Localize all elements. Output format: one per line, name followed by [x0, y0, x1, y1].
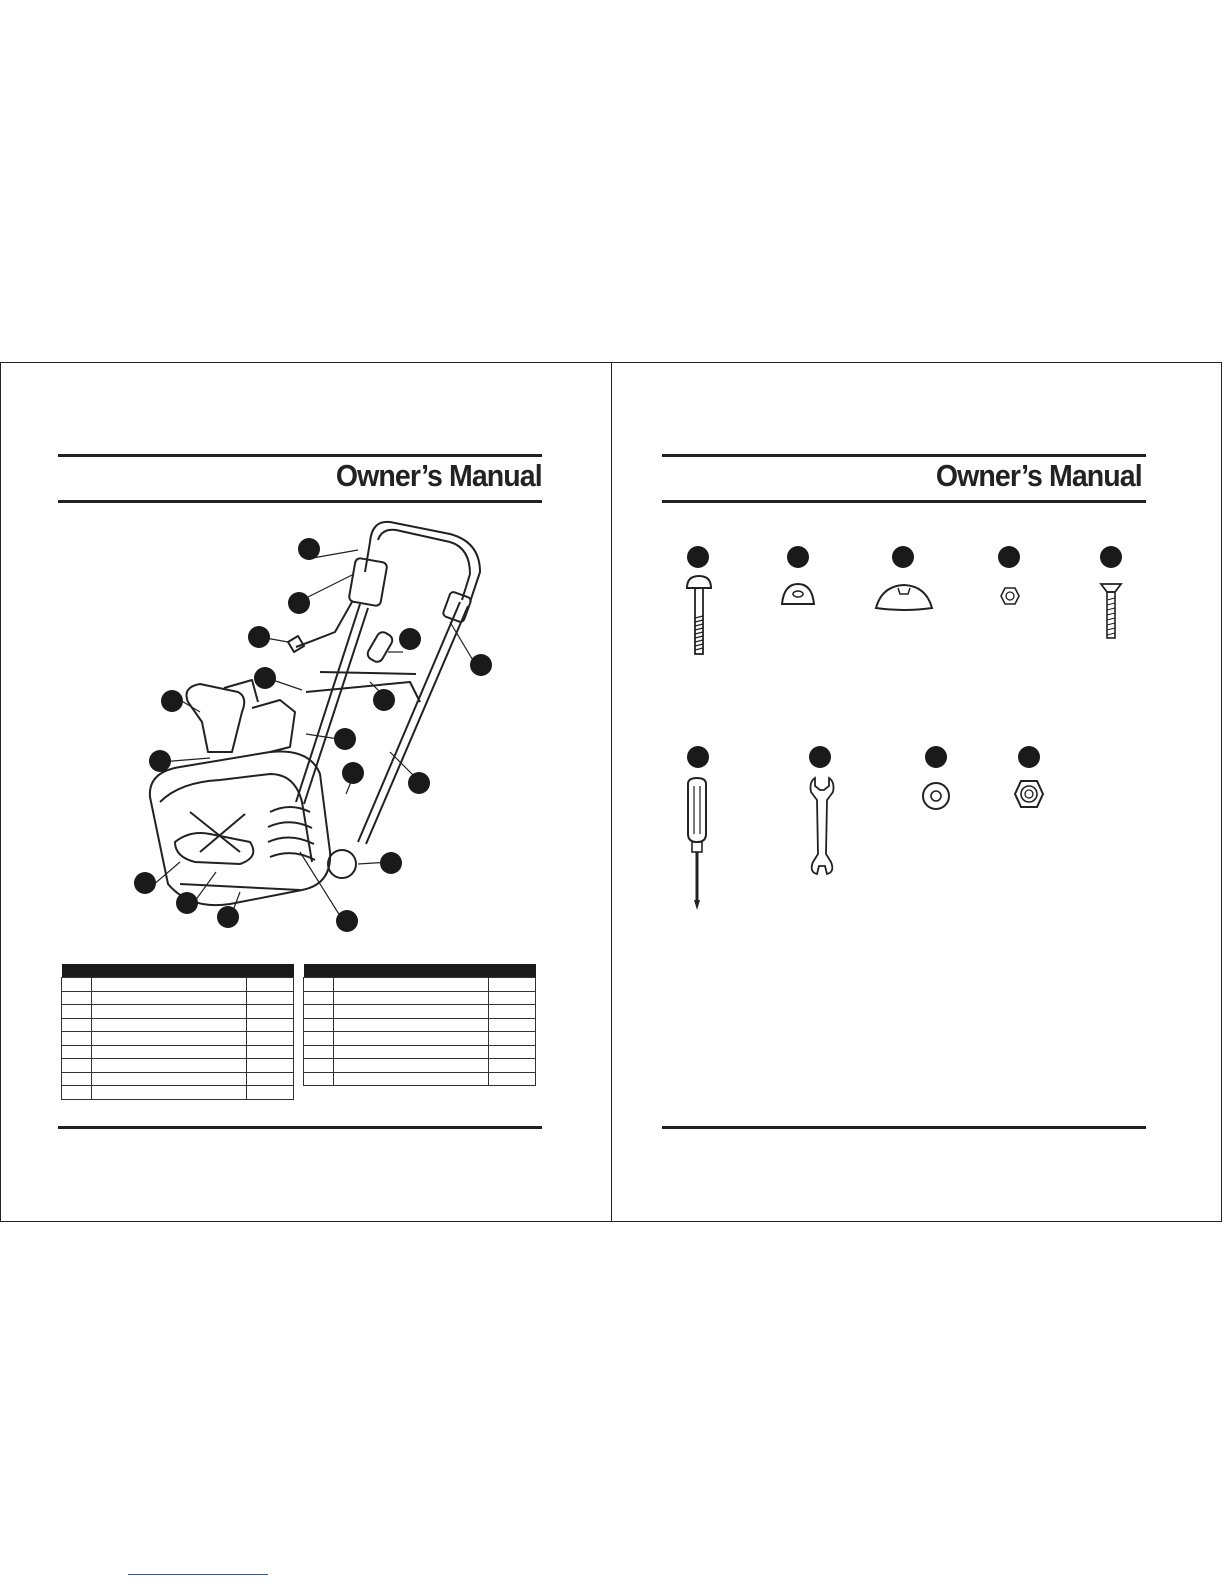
table-row	[304, 1005, 536, 1019]
page-title: Owner’s Manual	[336, 458, 542, 493]
table-row	[62, 1005, 294, 1019]
switch-box	[348, 558, 387, 607]
left-page	[0, 362, 611, 1222]
right-page	[612, 362, 1223, 1222]
callout-dot	[149, 750, 171, 772]
footer-rule	[58, 1126, 542, 1129]
table-row	[304, 1059, 536, 1073]
callout-dot	[892, 546, 914, 568]
table-row	[304, 991, 536, 1005]
flat-washer-icon	[920, 780, 952, 812]
page-title: Owner’s Manual	[936, 458, 1142, 493]
callout-dot	[380, 852, 402, 874]
footer-rule	[662, 1126, 1146, 1129]
table-row	[62, 991, 294, 1005]
header-rule-bottom	[662, 500, 1146, 503]
header-rule-top	[662, 454, 1146, 457]
flat-head-screw-icon	[1099, 582, 1123, 642]
table-row	[62, 1059, 294, 1073]
table-row	[62, 1045, 294, 1059]
handle-knob-icon	[874, 582, 934, 612]
parts-table-b	[303, 964, 536, 1086]
hex-nut-icon	[1000, 586, 1020, 606]
callout-dot	[399, 628, 421, 650]
table-row	[304, 1072, 536, 1086]
table-row	[62, 1086, 294, 1100]
table-row	[304, 1045, 536, 1059]
callout-dot	[161, 690, 183, 712]
callout-dot	[217, 906, 239, 928]
callout-dot	[687, 546, 709, 568]
callout-dot	[373, 689, 395, 711]
wheel	[328, 850, 356, 878]
callout-dot	[288, 592, 310, 614]
lock-nut-icon	[1013, 778, 1045, 810]
callout-dot	[408, 772, 430, 794]
auger-housing	[150, 751, 330, 905]
callout-dot	[342, 762, 364, 784]
callout-dot	[687, 746, 709, 768]
callout-dot	[336, 910, 358, 932]
callout-dot	[787, 546, 809, 568]
wrench-icon	[807, 776, 837, 876]
callout-dot	[470, 654, 492, 676]
header-rule-top	[58, 454, 542, 457]
auger	[175, 833, 253, 864]
snow-thrower-illustration	[120, 512, 500, 932]
callout-dot	[134, 872, 156, 894]
callout-dot	[334, 728, 356, 750]
table-row	[304, 1018, 536, 1032]
callout-dot	[809, 746, 831, 768]
table-row	[304, 978, 536, 992]
callout-dot	[998, 546, 1020, 568]
callout-dot	[248, 626, 270, 648]
table-row	[62, 1032, 294, 1046]
table-row	[62, 978, 294, 992]
curved-washer-icon	[780, 582, 816, 608]
table-row	[62, 1072, 294, 1086]
callout-dot	[176, 892, 198, 914]
header-rule-bottom	[58, 500, 542, 503]
table-row	[62, 1018, 294, 1032]
footer-link-underline[interactable]	[128, 1574, 268, 1575]
parts-table-a	[61, 964, 294, 1100]
table-row	[304, 1032, 536, 1046]
callout-dot	[1018, 746, 1040, 768]
screwdriver-icon	[682, 776, 712, 912]
callout-dot	[925, 746, 947, 768]
callout-dot	[254, 667, 276, 689]
callout-dot	[1100, 546, 1122, 568]
carriage-bolt-icon	[684, 574, 714, 658]
discharge-chute	[187, 684, 245, 752]
callout-dot	[298, 538, 320, 560]
